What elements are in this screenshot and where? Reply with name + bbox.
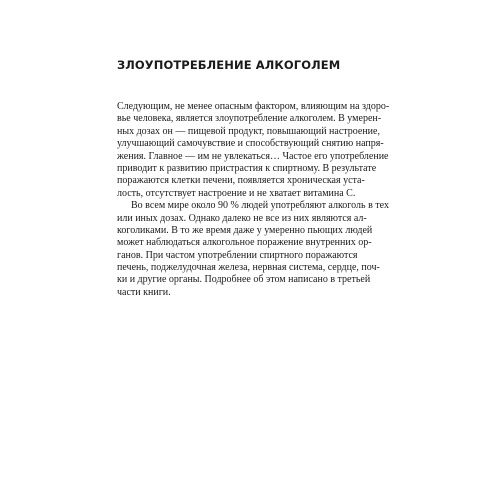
paragraph-2 xyxy=(117,200,389,299)
section-heading: ЗЛОУПОТРЕБЛЕНИЕ АЛКОГОЛЕМ xyxy=(117,58,341,72)
text-line: печень, поджелудочная железа, нервная система, сердце, поч- xyxy=(117,262,380,274)
text-line: может наблюдаться алкогольное поражение внутренних ор- xyxy=(117,237,372,249)
text-line: ных дозах он — пищевой продукт, повышающий настроение, xyxy=(117,125,380,137)
body-text xyxy=(117,101,390,299)
text-line: коголиками. В то же время даже у умеренно пьющих людей xyxy=(117,224,373,236)
text-line: ганов. При частом употреблении спиртного поражаются xyxy=(117,249,358,261)
text-line: улучшающий самочувствие и способствующий снятию напря- xyxy=(117,138,384,150)
text-line: жения. Главное — им не увлекаться… Частое его употребление xyxy=(117,150,389,162)
text-line: вье человека, является злоупотребление алкоголем. В умерен- xyxy=(117,113,382,125)
text-line: ки и другие органы. Подробнее об этом написано в третьей xyxy=(117,274,371,286)
text-line: Следующим, не менее опасным фактором, влияющим на здоро- xyxy=(117,101,390,112)
text-line: лость, отсутствует настроение и не хватает витамина С. xyxy=(117,187,356,199)
text-line: или иных дозах. Однако далеко не все из них являются ал- xyxy=(117,212,367,224)
text-line: поражаются клетки печени, появляется хроническая уста- xyxy=(117,175,365,187)
text-line: приводит к развитию пристрастия к спиртному. В результате xyxy=(117,162,377,174)
text-line: Во всем мире около 90 % людей употребляют алкоголь в тех xyxy=(131,200,389,212)
paragraph-1 xyxy=(117,101,390,200)
text-line: части книги. xyxy=(117,286,171,298)
